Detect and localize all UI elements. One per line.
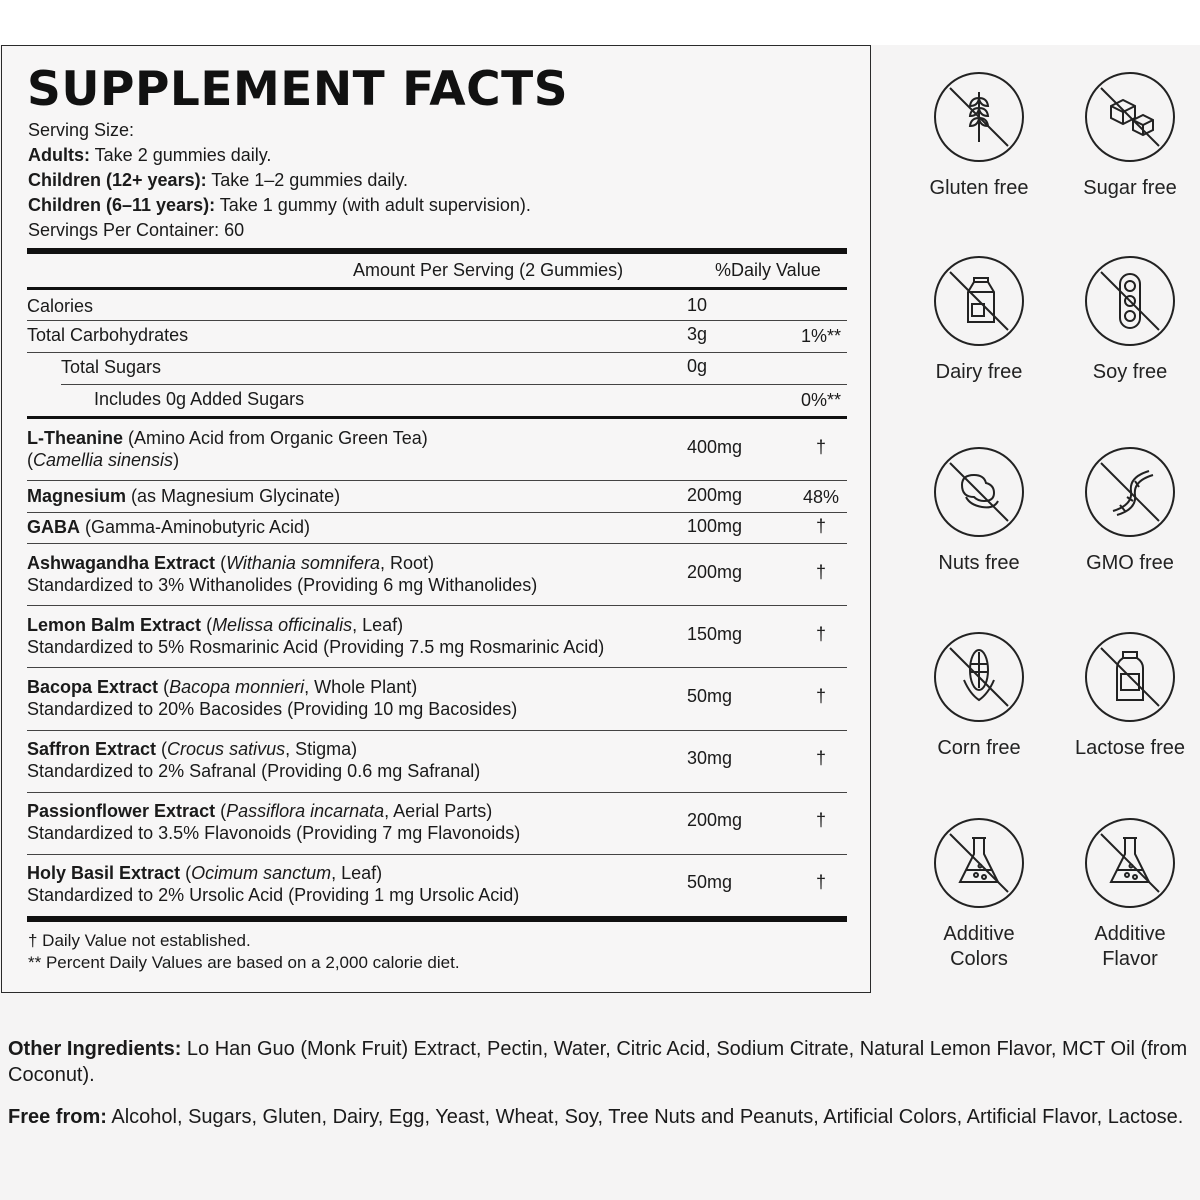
supplement-facts-panel: SUPPLEMENT FACTS Serving Size: Adults: Take 2 gummies daily. Children (12+ years): Take 1–2 gummies daily. Children (6–11 years): Take 1 gummy (with adult supervision). Servings Per Container: 60 Amount Per Serving (2 Gummies) %Daily Value Calories 10 Total Carbohydrates 3g 1%** Total Sugars 0g Includes 0g Added Sugars 0%** L-Theanine (Amino Acid from Organic Green Tea) (Camellia sinensis) 400mg † Magnesium (as Magnesium Glycinate) 200mg 48% GABA (Gamma-Aminobutyric Acid) 100mg † Ashwagandha Extract (Withania somnifera, Root) Standardized to 3% Withanolides (Providing 6 mg Withanolides) 200mg † Lemon Balm Extract (Melissa officinalis, Leaf) Standardized to 5% Rosmarinic Acid (Providing 7.5 mg Rosmarinic Acid) 150mg † Bacopa Extract (Bacopa monnieri, Whole Plant) Standardized to 20% Bacosides (Providing 10 mg Bacosides) 50mg † Saffron Extract (Crocus sativus, Stigma) Standardized to 2% Safranal (Providing 0.6 mg Safranal) 30mg † Passionflower Extract (Passiflora incarnata, Aerial Parts) Standardized to 3.5% Flavonoids (Providing 7 mg Flavonoids) 200mg † Holy Basil Extract (Ocimum sanctum, Leaf) Standardized to 2% Ursolic Acid (Providing 1 mg Ursolic Acid) 50mg † † Daily Value not established. ** Percent Daily Values are based on a 2,000 calorie diet. — [1, 45, 871, 993]
row-divider — [27, 730, 847, 731]
children-12-dosage: Children (12+ years): Take 1–2 gummies daily. — [28, 170, 409, 190]
row-divider — [27, 667, 847, 668]
flask-icon — [934, 818, 1024, 908]
badge-gmo-free: GMO free — [1060, 447, 1200, 576]
thick-rule — [27, 248, 847, 254]
row-divider — [27, 854, 847, 855]
footnotes — [28, 930, 460, 974]
row-divider — [27, 320, 847, 321]
milk-bottle-icon — [1085, 632, 1175, 722]
row-divider — [27, 352, 847, 353]
badge-soy-free: Soy free — [1060, 256, 1200, 385]
badge-gluten-free: Gluten free — [909, 72, 1049, 201]
badge-dairy-free: Dairy free — [909, 256, 1049, 385]
serving-size: Serving Size: — [28, 120, 135, 140]
row-divider — [27, 605, 847, 606]
sugar-cubes-icon — [1085, 72, 1175, 162]
row-divider — [61, 384, 847, 385]
section-rule — [27, 416, 847, 419]
facts-title: SUPPLEMENT FACTS — [27, 62, 569, 117]
soybean-icon — [1085, 256, 1175, 346]
free-from: Free from: Alcohol, Sugars, Gluten, Dairy, Egg, Yeast, Wheat, Soy, Tree Nuts and Peanuts, Artificial Colors, Artificial Flavor, Lactose. — [8, 1106, 1184, 1128]
dna-icon — [1085, 447, 1175, 537]
thick-rule-bottom — [27, 916, 847, 922]
serving-info — [28, 118, 531, 243]
header-amount: Amount Per Serving (2 Gummies) — [353, 260, 624, 280]
row-divider — [27, 543, 847, 544]
nuts-icon — [934, 447, 1024, 537]
header-rule — [27, 287, 847, 290]
wheat-icon — [934, 72, 1024, 162]
row-divider — [27, 792, 847, 793]
badge-sugar-free: Sugar free — [1060, 72, 1200, 201]
footnote-percent: ** Percent Daily Values are based on a 2,000 calorie diet. — [28, 953, 460, 972]
milk-carton-icon — [934, 256, 1024, 346]
adults-dosage: Adults: Take 2 gummies daily. — [28, 145, 272, 165]
flask-icon — [1085, 818, 1175, 908]
badge-nuts-free: Nuts free — [909, 447, 1049, 576]
badge-additive-flavor: Additive Flavor — [1060, 818, 1200, 972]
children-6-dosage: Children (6–11 years): Take 1 gummy (with adult supervision). — [28, 195, 531, 215]
row-divider — [27, 480, 847, 481]
servings-per-container: Servings Per Container: 60 — [28, 220, 245, 240]
footnote-dagger: † Daily Value not established. — [28, 931, 251, 950]
other-ingredients: Other Ingredients: Lo Han Guo (Monk Fruit) Extract, Pectin, Water, Citric Acid, Sodium Citrate, Natural Lemon Flavor, MCT Oil (from Coconut). — [8, 1038, 1188, 1086]
header-daily-value: %Daily Value — [715, 260, 821, 280]
badge-corn-free: Corn free — [909, 632, 1049, 761]
top-white-band — [0, 0, 1200, 45]
badge-lactose-free: Lactose free — [1060, 632, 1200, 761]
row-divider — [27, 512, 847, 513]
badge-additive-colors: Additive Colors — [909, 818, 1049, 972]
corn-icon — [934, 632, 1024, 722]
